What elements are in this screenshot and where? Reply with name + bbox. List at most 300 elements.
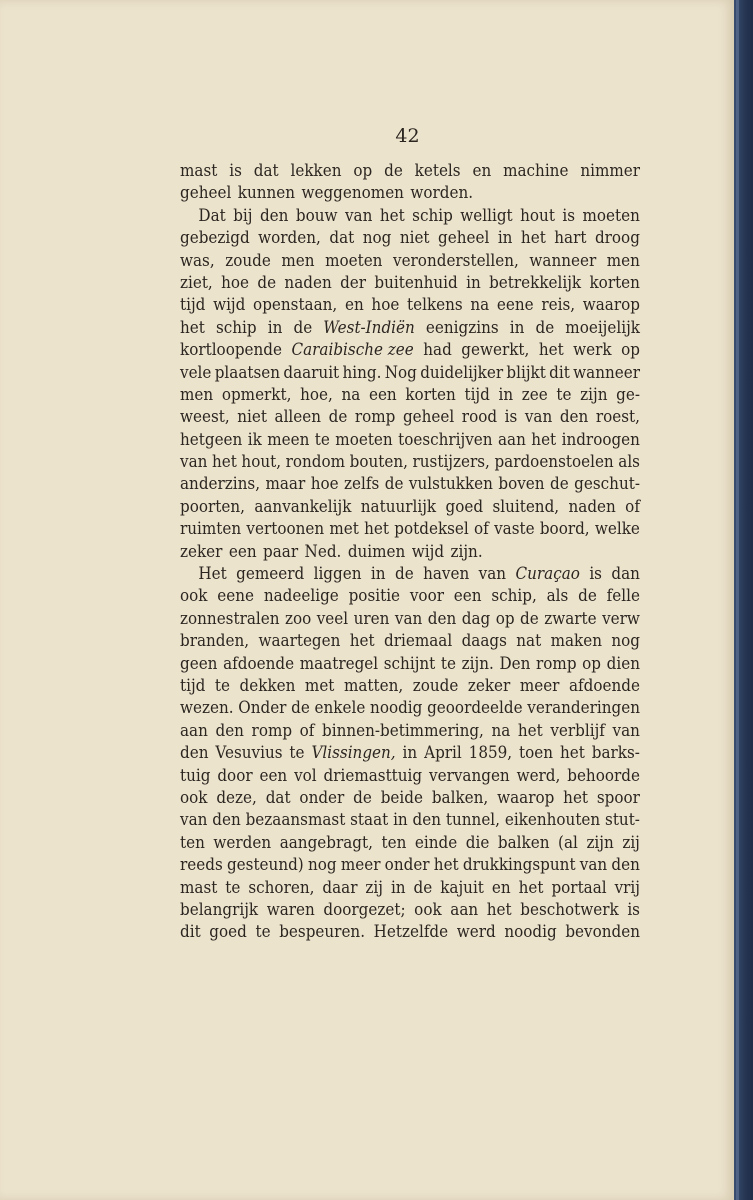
text-line [180, 630, 640, 652]
word: duimen [347, 541, 406, 561]
word: is [504, 407, 518, 427]
word: het [563, 787, 589, 807]
word: de [291, 698, 310, 718]
word: gebezigd [180, 228, 250, 248]
word: weest, [180, 407, 230, 427]
word: en [472, 161, 492, 180]
word: of [299, 720, 315, 740]
text-line [180, 429, 640, 451]
word: driemasttuig [323, 765, 423, 785]
word: waarop [497, 787, 555, 807]
word: zijn. [461, 653, 494, 673]
word: branden, [180, 631, 250, 651]
text-line [180, 496, 640, 518]
word: op [495, 608, 515, 628]
word: kortloopende [180, 340, 283, 360]
word: rondom [285, 452, 346, 472]
word: drukkingspunt [462, 855, 576, 875]
word: te [289, 743, 305, 763]
word: op [621, 340, 640, 360]
word: is [589, 564, 602, 584]
word: lekken [290, 161, 342, 180]
word: goed [445, 496, 484, 516]
word: (al [558, 832, 578, 852]
word: een [453, 586, 482, 606]
word: indroogen [561, 429, 640, 449]
text-line [180, 765, 640, 787]
word: van [394, 608, 423, 628]
word: zelfs [344, 474, 380, 494]
word: 1859, [468, 743, 513, 763]
word: de [550, 474, 569, 494]
word: matten, [343, 675, 404, 695]
word: te [225, 877, 241, 897]
word: waarop [582, 295, 640, 315]
word: verblijf [550, 720, 605, 740]
word: na [341, 384, 361, 404]
word: vele [180, 362, 212, 382]
word: vertoonen [246, 519, 325, 539]
word: pardoenstoelen [494, 452, 614, 472]
word: men [180, 384, 214, 404]
word: verw [602, 608, 640, 628]
word: barks- [591, 743, 640, 763]
word: het [364, 519, 390, 539]
word: naden [568, 496, 616, 516]
word: wijd [213, 295, 246, 315]
word: aangebragt, [279, 832, 373, 852]
word: nog [611, 631, 640, 651]
word: ten [381, 832, 407, 852]
word: zee [521, 384, 548, 404]
italic-word: Curaçao [515, 564, 580, 584]
body-text [180, 160, 640, 944]
word: het [538, 340, 564, 360]
word: worden, [258, 228, 321, 248]
word: ook [180, 787, 208, 807]
word: uren [353, 608, 390, 628]
word: het [211, 452, 237, 472]
text-line [180, 563, 640, 585]
word: zij [622, 832, 640, 852]
text-line [180, 921, 640, 943]
word: romp [354, 407, 396, 427]
word: April [424, 743, 462, 763]
word: het [349, 631, 375, 651]
word: maken [550, 631, 602, 651]
text-line [180, 675, 640, 697]
word: boven [498, 474, 545, 494]
word: het [531, 429, 557, 449]
word: natuurlijk [360, 496, 437, 516]
word: wijd [411, 541, 445, 561]
word: hout [520, 205, 555, 225]
word: na [491, 720, 511, 740]
word: bevonden [565, 922, 640, 942]
word: liggen [313, 564, 362, 584]
text-line [180, 518, 640, 540]
word: werd [456, 922, 496, 942]
word: in [509, 317, 525, 337]
word: der [340, 272, 367, 292]
word: de [353, 787, 372, 807]
word: geheel [438, 228, 490, 248]
word: veel [316, 608, 349, 628]
word: telkens [407, 295, 463, 315]
word: beschotwerk [520, 899, 619, 919]
word: zeker [467, 675, 511, 695]
text-line [180, 473, 640, 495]
word: in [393, 810, 408, 830]
word: schip, [491, 586, 537, 606]
word: afdoende [568, 675, 640, 695]
word: rood [461, 407, 498, 427]
word: beide [380, 787, 423, 807]
word: Vesuvius [215, 743, 283, 763]
word: de [384, 474, 404, 494]
word: balken, [431, 787, 489, 807]
word: van [524, 407, 553, 427]
word: van [579, 855, 608, 875]
word: den [559, 407, 589, 427]
word: men [606, 250, 640, 270]
text-line [180, 809, 640, 831]
word: dit [180, 922, 201, 942]
word: hoe [221, 272, 250, 292]
word: zijn [586, 832, 614, 852]
word: in [402, 743, 418, 763]
word: en [344, 295, 364, 315]
word: openstaan, [253, 295, 338, 315]
word: vol [294, 765, 317, 785]
text-line [180, 854, 640, 876]
word: maar [265, 474, 306, 494]
word: toen [519, 743, 554, 763]
word: behoorde [567, 765, 640, 785]
text-line [180, 250, 640, 272]
word: in [267, 317, 283, 337]
word: welligt [460, 205, 513, 225]
word: onder [299, 787, 345, 807]
text-line [180, 182, 640, 204]
word: korten [589, 272, 640, 292]
word: bespeuren. [279, 922, 366, 942]
word: bouten, [349, 452, 408, 472]
word: onder [384, 855, 430, 875]
word: schoren, [248, 877, 315, 897]
word: zwarte [544, 608, 597, 628]
word: het [379, 205, 405, 225]
word: balken [497, 832, 550, 852]
word: naden [284, 272, 332, 292]
word: met [329, 519, 359, 539]
word: het [486, 899, 512, 919]
word: na [470, 295, 490, 315]
text-line [180, 720, 640, 742]
word: is [562, 205, 576, 225]
word: de [520, 608, 539, 628]
word: wanneer [529, 250, 597, 270]
word: geschut- [574, 474, 640, 494]
word: dien [606, 653, 640, 673]
word: enkele [314, 698, 366, 718]
word: betrekkelijk [489, 272, 582, 292]
word: de [394, 564, 414, 584]
word: ruimten [180, 519, 242, 539]
book-cover-edge [734, 0, 753, 1200]
word: te [255, 922, 271, 942]
word: nog [307, 855, 337, 875]
word: was, [180, 250, 215, 270]
word: een [228, 541, 257, 561]
word: van [344, 205, 373, 225]
word: geoordeelde [427, 698, 523, 718]
word: aanvankelijk [254, 496, 352, 516]
word: Ned. [304, 541, 342, 561]
word: paar [263, 541, 299, 561]
word: met [304, 675, 335, 695]
word: potdeksel [394, 519, 469, 539]
text-line [180, 899, 640, 921]
word: te [556, 384, 572, 404]
word: tunnel, [445, 810, 501, 830]
word: wezen. [180, 698, 234, 718]
text-line [180, 272, 640, 294]
word: wanneer [573, 362, 640, 382]
word: het [520, 228, 546, 248]
word: schip [412, 205, 453, 225]
word: in [466, 272, 481, 292]
word: vulstukken [408, 474, 493, 494]
word: werden [213, 832, 272, 852]
word: opmerkt, [221, 384, 292, 404]
text-line [180, 205, 640, 227]
word: van [612, 720, 640, 740]
word: het [559, 743, 585, 763]
text-line [180, 294, 640, 316]
text-line [180, 160, 640, 182]
word: aan [497, 429, 526, 449]
word: eene [496, 295, 534, 315]
italic-word: West-Indiën [323, 317, 415, 337]
word: eenigzins [425, 317, 499, 337]
word: van [478, 564, 507, 584]
word: binnen-betimmering, [322, 720, 484, 740]
text-line [180, 697, 640, 719]
word: zoude [412, 675, 459, 695]
word: te [314, 429, 330, 449]
word: dat [253, 161, 279, 180]
word: den [259, 205, 289, 225]
word: weggenomen [301, 183, 404, 203]
word: blijkt [506, 362, 546, 382]
word: eene [217, 586, 255, 606]
text-line [180, 877, 640, 899]
word: poorten, [180, 496, 245, 516]
word: op [353, 161, 373, 180]
word: te [214, 675, 231, 695]
word: de [578, 586, 597, 606]
word: als [546, 586, 569, 606]
word: daaruit [283, 362, 340, 382]
text-line [180, 339, 640, 361]
word: staat [350, 810, 389, 830]
word: afdoende [223, 653, 295, 673]
text-line [180, 653, 640, 675]
word: als [618, 452, 640, 472]
word: hoe [371, 295, 400, 315]
word: tijd [180, 675, 206, 695]
word: machine [503, 161, 569, 180]
word: te [440, 653, 457, 673]
word: dit [549, 362, 570, 382]
word: niet [399, 228, 430, 248]
text-line [180, 406, 640, 428]
word: schijnt [383, 653, 436, 673]
word: nog [362, 228, 392, 248]
word: geheel [402, 407, 455, 427]
word: gesteund) [226, 855, 304, 875]
word: door [217, 765, 253, 785]
word: zonnestralen [180, 608, 280, 628]
page-number: 42 [395, 125, 420, 147]
word: of [474, 519, 489, 539]
word: boord, [539, 519, 590, 539]
word: die [465, 832, 490, 852]
word: noodig [370, 698, 423, 718]
word: den [212, 810, 241, 830]
word: zoo [284, 608, 312, 628]
word: de [384, 161, 403, 180]
word: roest, [595, 407, 640, 427]
word: kunnen [237, 183, 296, 203]
word: nat [516, 631, 542, 651]
word: felle [606, 586, 640, 606]
word: dat [265, 787, 291, 807]
word: het [518, 877, 544, 897]
word: en [491, 877, 511, 897]
word: hout, [241, 452, 282, 472]
word: ge- [616, 384, 640, 404]
text-line [180, 451, 640, 473]
word: worden. [410, 183, 474, 203]
word: den [427, 608, 457, 628]
word: goed [209, 922, 247, 942]
word: de [257, 272, 277, 292]
word: mast [180, 161, 218, 180]
word: bouw [295, 205, 338, 225]
word: moeten [335, 429, 393, 449]
word: bij [233, 205, 253, 225]
word: de [413, 877, 433, 897]
word: waren [266, 899, 315, 919]
word: van [180, 810, 208, 830]
word: nimmer [580, 161, 640, 180]
word: is [627, 899, 640, 919]
word: doorgezet; [323, 899, 406, 919]
text-line [180, 608, 640, 630]
word: Onder [238, 698, 287, 718]
word: kajuit [440, 877, 484, 897]
word: zoude [225, 250, 271, 270]
word: meer [519, 675, 560, 695]
word: het [180, 317, 205, 337]
italic-word: Caraibische zee [291, 340, 414, 360]
word: moeten [582, 205, 640, 225]
text-line [180, 832, 640, 854]
word: in [497, 228, 513, 248]
word: vaste [494, 519, 535, 539]
word: welke [594, 519, 640, 539]
word: vervangen [429, 765, 510, 785]
word: belangrijk [180, 899, 259, 919]
word: hing. [342, 362, 382, 382]
word: Den [499, 653, 531, 673]
word: plaatsen [214, 362, 281, 382]
word: reeds [180, 855, 223, 875]
word: sluitend, [492, 496, 560, 516]
word: driemaal [384, 631, 453, 651]
italic-word: Vlissingen, [311, 743, 396, 763]
word: portaal [551, 877, 607, 897]
word: korten [405, 384, 456, 404]
word: bezaansmast [245, 810, 346, 830]
word: op [582, 653, 602, 673]
word: meen [267, 429, 310, 449]
word: veronderstellen, [392, 250, 519, 270]
word: van [180, 452, 208, 472]
word: den [611, 855, 640, 875]
word: een [368, 384, 397, 404]
word: hart [554, 228, 587, 248]
word: haven [423, 564, 470, 584]
word: in [370, 564, 386, 584]
word: in [498, 384, 514, 404]
word: nadeelige [263, 586, 339, 606]
text-line [180, 227, 640, 249]
word: tijd [464, 384, 490, 404]
word: spoor [596, 787, 640, 807]
word: ten [180, 832, 205, 852]
text-line [180, 384, 640, 406]
word: Het [198, 564, 227, 584]
word: den [215, 720, 244, 740]
word: droog [594, 228, 640, 248]
word: tijd [180, 295, 206, 315]
word: Dat [198, 205, 226, 225]
word: dag [461, 608, 491, 628]
text-line [180, 541, 640, 563]
word: veranderingen [527, 698, 640, 718]
text-line [180, 787, 640, 809]
word: zijn. [450, 541, 483, 561]
word: moeijelijk [565, 317, 640, 337]
word: romp [251, 720, 293, 740]
word: tuig [180, 765, 211, 785]
word: mast [180, 877, 218, 897]
word: schip [215, 317, 257, 337]
word: Nog [384, 362, 417, 382]
word: voor [409, 586, 444, 606]
word: vrij [614, 877, 640, 897]
word: toeschrijven [398, 429, 493, 449]
word: zij [365, 877, 383, 897]
word: romp [536, 653, 577, 673]
word: alleen [274, 407, 322, 427]
word: anderzins, [180, 474, 261, 494]
text-line [180, 362, 640, 384]
word: gemeerd [236, 564, 305, 584]
